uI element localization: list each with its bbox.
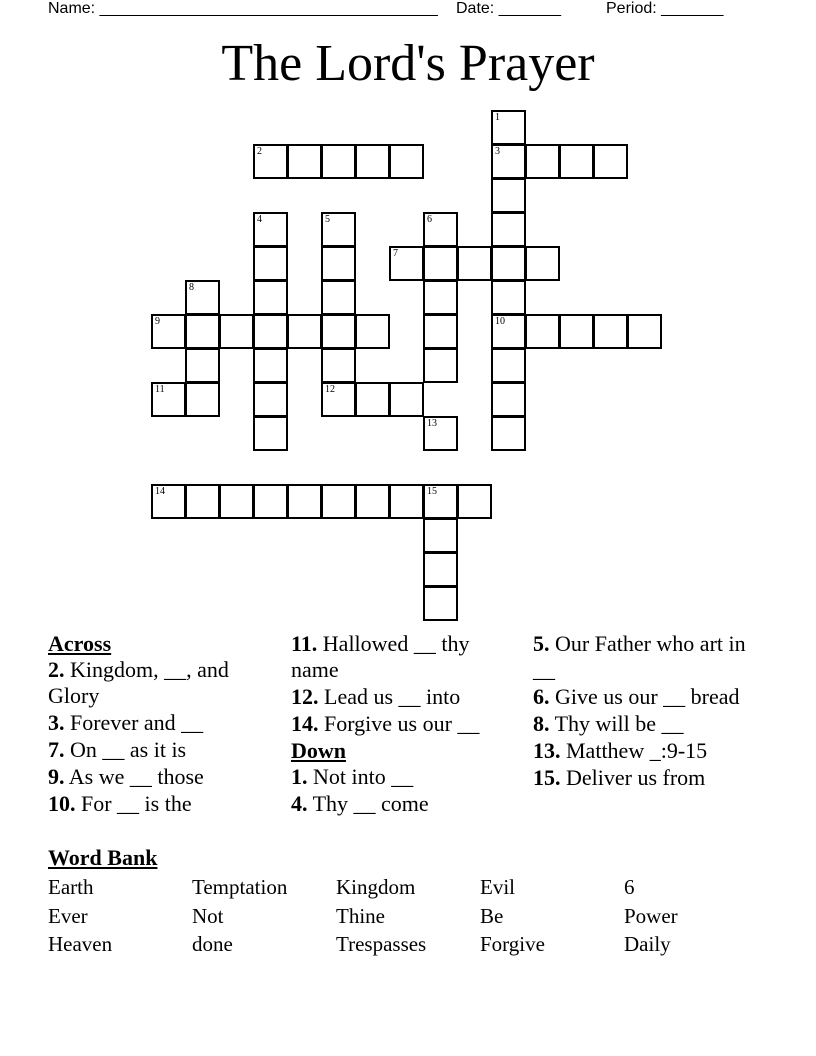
- crossword-cell[interactable]: [423, 348, 458, 383]
- word-bank-word: done: [192, 932, 233, 956]
- crossword-cell[interactable]: [253, 382, 288, 417]
- clue-text: Hallowed __ thy name: [291, 631, 470, 682]
- crossword-cell[interactable]: [457, 246, 492, 281]
- crossword-cell[interactable]: [185, 280, 220, 315]
- word-bank-word: Trespasses: [336, 932, 427, 956]
- crossword-cell[interactable]: [287, 484, 322, 519]
- crossword-cell[interactable]: [491, 280, 526, 315]
- crossword-cell[interactable]: [355, 382, 390, 417]
- crossword-cell[interactable]: [559, 314, 594, 349]
- clue-number: 10: [495, 316, 505, 327]
- word-bank-word: Be: [480, 904, 504, 928]
- crossword-cell[interactable]: [389, 484, 424, 519]
- crossword-cell[interactable]: [253, 416, 288, 451]
- date-field[interactable]: Date: _______: [456, 0, 561, 17]
- clue-number: 3: [495, 146, 500, 157]
- clue-column-3: [533, 631, 758, 792]
- word-bank-word: Thine: [336, 904, 385, 928]
- period-field[interactable]: Period: _______: [606, 0, 724, 17]
- crossword-cell[interactable]: [389, 144, 424, 179]
- crossword-cell[interactable]: [185, 484, 220, 519]
- clue-item: [291, 684, 513, 710]
- crossword-cell[interactable]: [491, 110, 526, 145]
- clue-item: [48, 737, 278, 763]
- word-bank-word: 6: [624, 875, 635, 899]
- clue-number: 2: [257, 146, 262, 157]
- clue-number: 9: [155, 316, 160, 327]
- clue-number: 14: [155, 486, 165, 497]
- clue-text: For __ is the: [75, 791, 192, 816]
- clue-column-2: [291, 631, 513, 818]
- crossword-cell[interactable]: [321, 212, 356, 247]
- crossword-cell[interactable]: [389, 246, 424, 281]
- clue-item: [291, 711, 513, 737]
- clue-number: 3.: [48, 710, 65, 735]
- crossword-cell[interactable]: [423, 484, 458, 519]
- clue-item: [533, 738, 758, 764]
- crossword-cell[interactable]: [253, 144, 288, 179]
- across-heading: Across: [48, 631, 112, 656]
- name-field[interactable]: Name: ______________________________________: [48, 0, 438, 17]
- crossword-cell[interactable]: [151, 314, 186, 349]
- crossword-cell[interactable]: [355, 314, 390, 349]
- word-bank-word: Power: [624, 904, 678, 928]
- crossword-cell[interactable]: [321, 314, 356, 349]
- clue-item: [533, 765, 758, 791]
- crossword-cell[interactable]: [253, 314, 288, 349]
- clue-text: Thy __ come: [307, 791, 429, 816]
- clue-item: [291, 631, 513, 683]
- crossword-cell[interactable]: [355, 144, 390, 179]
- crossword-cell[interactable]: [457, 484, 492, 519]
- clue-text: Not into __: [307, 764, 414, 789]
- crossword-cell[interactable]: [151, 382, 186, 417]
- clue-number: 8.: [533, 711, 550, 736]
- clue-text: Matthew _:9-15: [560, 738, 708, 763]
- word-bank-word: Ever: [48, 904, 88, 928]
- clue-item: [291, 764, 513, 790]
- crossword-cell[interactable]: [287, 144, 322, 179]
- word-bank-word: Kingdom: [336, 875, 416, 899]
- clue-item: [533, 631, 758, 683]
- clue-item: [48, 764, 278, 790]
- crossword-cell[interactable]: [253, 348, 288, 383]
- clue-number: 5.: [533, 631, 550, 656]
- crossword-cell[interactable]: [321, 348, 356, 383]
- crossword-cell[interactable]: [491, 416, 526, 451]
- crossword-cell[interactable]: [185, 314, 220, 349]
- crossword-cell[interactable]: [593, 314, 628, 349]
- word-bank-word: Not: [192, 904, 224, 928]
- clue-number: 10.: [48, 791, 76, 816]
- clue-text: Give us our __ bread: [549, 684, 740, 709]
- clue-column-1: [48, 631, 278, 818]
- clue-number: 15: [427, 486, 437, 497]
- crossword-cell[interactable]: [321, 280, 356, 315]
- crossword-cell[interactable]: [185, 382, 220, 417]
- word-bank-word: Forgive: [480, 932, 545, 956]
- crossword-cell[interactable]: [423, 314, 458, 349]
- crossword-cell[interactable]: [185, 348, 220, 383]
- word-bank-word: Daily: [624, 932, 671, 956]
- clue-number: 13: [427, 418, 437, 429]
- crossword-cell[interactable]: [559, 144, 594, 179]
- clue-number: 11: [155, 384, 165, 395]
- crossword-cell[interactable]: [389, 382, 424, 417]
- crossword-cell[interactable]: [287, 314, 322, 349]
- clue-number: 11.: [291, 631, 318, 656]
- crossword-cell[interactable]: [525, 314, 560, 349]
- clue-number: 2.: [48, 657, 65, 682]
- clue-item: [291, 791, 513, 817]
- clue-number: 13.: [533, 738, 561, 763]
- clue-text: Our Father who art in __: [533, 631, 746, 682]
- crossword-cell[interactable]: [423, 280, 458, 315]
- crossword-cell[interactable]: [491, 144, 526, 179]
- page-title: The Lord's Prayer: [221, 35, 595, 92]
- down-heading: Down: [291, 738, 347, 763]
- clue-number: 6.: [533, 684, 550, 709]
- clue-text: Thy will be __: [549, 711, 684, 736]
- clue-number: 4.: [291, 791, 308, 816]
- clue-text: Forgive us our __: [318, 711, 480, 736]
- clue-text: Lead us __ into: [318, 684, 461, 709]
- crossword-cell[interactable]: [423, 212, 458, 247]
- crossword-cell[interactable]: [321, 484, 356, 519]
- clue-number: 1: [495, 112, 500, 123]
- crossword-cell[interactable]: [593, 144, 628, 179]
- crossword-cell[interactable]: [253, 484, 288, 519]
- clue-item: [48, 710, 278, 736]
- crossword-cell[interactable]: [491, 246, 526, 281]
- crossword-cell[interactable]: [423, 518, 458, 553]
- crossword-cell[interactable]: [423, 246, 458, 281]
- crossword-cell[interactable]: [491, 382, 526, 417]
- clue-number: 7.: [48, 737, 65, 762]
- crossword-cell[interactable]: [253, 212, 288, 247]
- crossword-cell[interactable]: [219, 484, 254, 519]
- crossword-cell[interactable]: [321, 382, 356, 417]
- clue-number: 15.: [533, 765, 561, 790]
- crossword-cell[interactable]: [253, 246, 288, 281]
- crossword-cell[interactable]: [525, 246, 560, 281]
- clue-item: [533, 684, 758, 710]
- clue-item: [533, 711, 758, 737]
- clue-number: 8: [189, 282, 194, 293]
- crossword-cell[interactable]: [423, 586, 458, 621]
- crossword-cell[interactable]: [355, 484, 390, 519]
- crossword-cell[interactable]: [491, 348, 526, 383]
- clue-number: 12: [325, 384, 335, 395]
- crossword-cell[interactable]: [525, 144, 560, 179]
- crossword-cell[interactable]: [219, 314, 254, 349]
- clue-item: [48, 791, 278, 817]
- clue-number: 7: [393, 248, 398, 259]
- clue-number: 1.: [291, 764, 308, 789]
- clue-text: Forever and __: [64, 710, 204, 735]
- clue-text: Deliver us from: [560, 765, 706, 790]
- clue-item: [48, 657, 278, 709]
- clue-text: On __ as it is: [64, 737, 187, 762]
- word-bank-word: Temptation: [192, 875, 288, 899]
- crossword-cell[interactable]: [423, 416, 458, 451]
- word-bank-word: Heaven: [48, 932, 113, 956]
- crossword-cell[interactable]: [321, 246, 356, 281]
- clue-number: 4: [257, 214, 262, 225]
- crossword-cell[interactable]: [253, 280, 288, 315]
- clue-number: 14.: [291, 711, 319, 736]
- clue-text: Kingdom, __, and Glory: [48, 657, 229, 708]
- clue-number: 9.: [48, 764, 65, 789]
- word-bank-word: Earth: [48, 875, 94, 899]
- clue-text: As we __ those: [64, 764, 204, 789]
- crossword-cell[interactable]: [423, 552, 458, 587]
- clue-number: 5: [325, 214, 330, 225]
- crossword-cell[interactable]: [491, 178, 526, 213]
- crossword-cell[interactable]: [151, 484, 186, 519]
- crossword-cell[interactable]: [627, 314, 662, 349]
- crossword-cell[interactable]: [321, 144, 356, 179]
- crossword-cell[interactable]: [491, 314, 526, 349]
- clue-number: 6: [427, 214, 432, 225]
- word-bank-word: Evil: [480, 875, 515, 899]
- word-bank-title: Word Bank: [48, 845, 158, 870]
- crossword-cell[interactable]: [491, 212, 526, 247]
- clue-number: 12.: [291, 684, 319, 709]
